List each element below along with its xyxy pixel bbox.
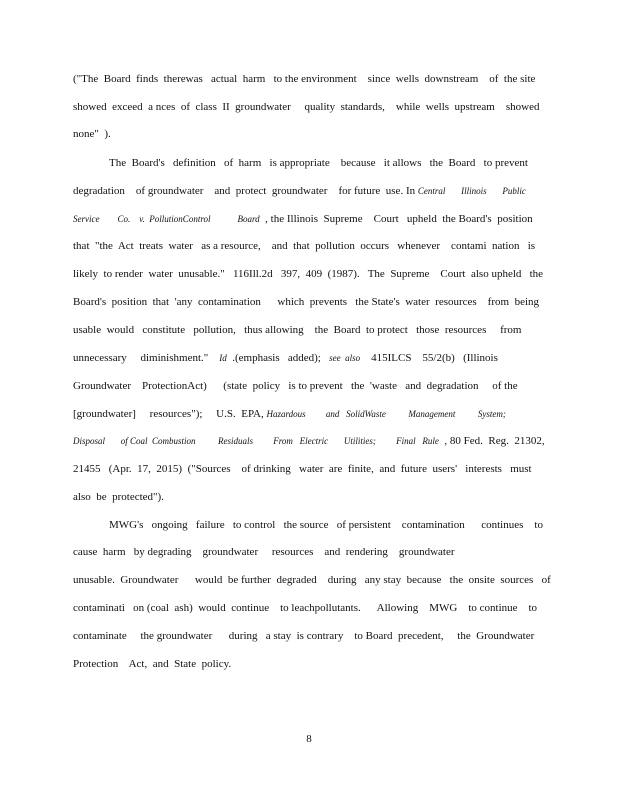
paragraph-2-line-10-text: [groundwater] resources"); U.S. EPA, <box>73 408 267 420</box>
id-italic: Id <box>219 353 227 363</box>
paragraph-3-line-2: cause harm by degrading groundwater resources and rendering groundwater <box>73 546 455 558</box>
paragraph-2-line-10 <box>73 407 533 421</box>
federal-register-citation: , 80 Fed. Reg. 21302, <box>438 435 545 447</box>
paragraph-3-line-4: contaminati on (coal ash) would continue to leachpollutants. Allowing MWG to continue to <box>73 602 538 614</box>
paragraph-3-line-1: MWG's ongoing failure to control the source of persistent contamination continues to <box>109 519 543 531</box>
paragraph-2-line-2 <box>73 184 533 198</box>
paragraph-2-line-9: Groundwater ProtectionAct) (state policy is to prevent the 'waste and degradation of the <box>73 380 518 392</box>
paragraph-2-line-7: usable would constitute pollution, thus allowing the Board to protect those resources from <box>73 324 522 336</box>
paragraph-2-line-1: The Board's definition of harm is appropriate because it allows the Board to prevent <box>109 157 528 169</box>
paragraph-1-line-3: none" ). <box>73 128 111 140</box>
paragraph-2-line-3 <box>73 212 533 226</box>
paragraph-3-line-6: Protection Act, and State policy. <box>73 658 232 670</box>
paragraph-2-line-3-text: , the Illinois Supreme Court upheld the Board's position <box>259 213 533 225</box>
paragraph-2-line-11 <box>73 434 545 448</box>
rule-title-italic-continued: Disposal of Coal Combustion Residuals From Electric Utilities; Final Rule <box>73 436 439 446</box>
case-name-italic-continued: Service Co. v. PollutionControl Board <box>73 214 260 224</box>
paragraph-2-line-13: also be protected"). <box>73 491 164 503</box>
paragraph-1-line-2: showed exceed a nces of class II groundwater quality standards, while wells upstream showed <box>73 101 540 113</box>
paragraph-2-line-8 <box>73 351 533 365</box>
paragraph-2-line-8-text: unnecessary diminishment." <box>73 352 220 364</box>
paragraph-2-line-2-text: degradation of groundwater and protect groundwater for future use. In <box>73 185 418 197</box>
paragraph-2-line-6: Board's position that 'any contamination which prevents the State's water resources from being <box>73 296 540 308</box>
see-also-italic: see also <box>329 353 361 363</box>
paragraph-3-line-3: unusable. Groundwater would be further degraded during any stay because the onsite sources of <box>73 574 551 586</box>
paragraph-2-line-5: likely to render water unusable." 116Ill.2d 397, 409 (1987). The Supreme Court also upheld the <box>73 268 544 280</box>
case-name-italic: Central Illinois Public <box>417 186 526 196</box>
rule-title-italic: Hazardous and SolidWaste Management System; <box>266 409 506 419</box>
emphasis-added-text: .(emphasis added); <box>226 352 330 364</box>
paragraph-3-line-5: contaminate the groundwater during a stay is contrary to Board precedent, the Groundwater <box>73 630 535 642</box>
page-number: 8 <box>306 733 312 745</box>
paragraph-1-line-1: ("The Board finds therewas actual harm to the environment since wells downstream of the site <box>73 73 536 85</box>
paragraph-2-line-4: that "the Act treats water as a resource, and that pollution occurs whenever contami nation is <box>73 240 536 252</box>
paragraph-2-line-12: 21455 (Apr. 17, 2015) ("Sources of drinking water are finite, and future users' interests must <box>73 463 532 475</box>
statute-citation-text: 415ILCS 55/2(b) (Illinois <box>360 352 498 364</box>
